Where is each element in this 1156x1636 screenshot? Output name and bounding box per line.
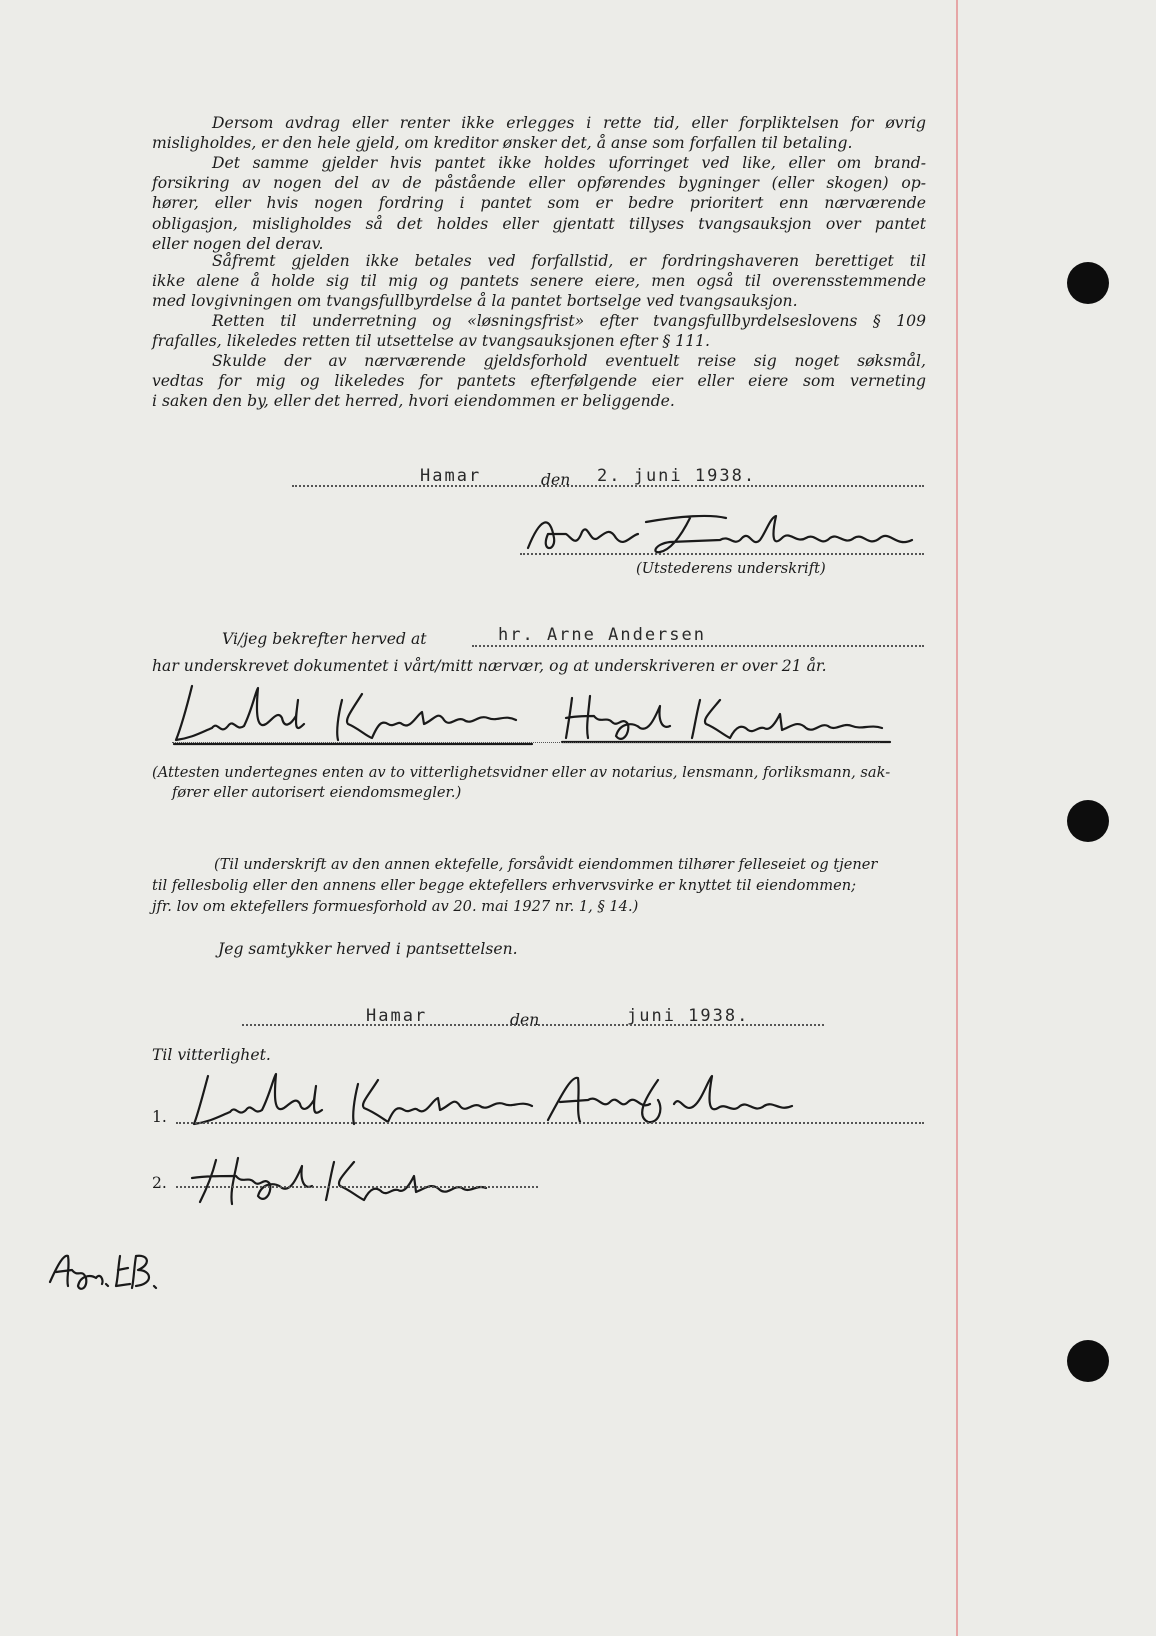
witness-line2: har underskrevet dokumentet i vårt/mitt nærvær, og at underskriveren er over 21 år. [152, 657, 827, 675]
witness-signatures-dotted-line [172, 742, 880, 743]
witness-signature-1 [172, 680, 542, 750]
attestation-note-line: fører eller autorisert eiendomsmegler.) [172, 784, 462, 801]
punch-hole [1067, 1340, 1109, 1382]
clause-line: Retten til underretning og «løsningsfrist» efter tvangsfullbyrdelseslovens § 109 [212, 312, 926, 330]
clause-line: Dersom avdrag eller renter ikke erlegges i rette tid, eller forpliktelsen for øvrig [212, 114, 926, 132]
clause-line: Skulde der av nærværende gjeldsforhold eventuelt reise sig noget søksmål, [212, 352, 926, 370]
clause-line: ikke alene å holde sig til mig og pantets senere eiere, men også til overensstemmende [152, 272, 926, 291]
clause-line: eller nogen del derav. [152, 234, 324, 253]
clause-paragraph [152, 153, 926, 254]
punch-hole [1067, 262, 1109, 304]
witness-dotted-line [472, 645, 924, 647]
spouse-note-line: (Til underskrift av den annen ektefelle, forsåvidt eiendommen tilhører felleseiet og tjener [214, 856, 878, 873]
row1-signatures [188, 1070, 808, 1130]
clause-line: forsikring av nogen del av de påstående eller opførendes bygninger (eller skogen) op- [152, 174, 926, 193]
issue-date: 2. juni 1938. [597, 466, 757, 486]
witness-name: hr. Arne Andersen [498, 625, 706, 645]
punch-hole [1067, 800, 1109, 842]
spouse-note [152, 854, 877, 917]
clause-paragraph [152, 251, 926, 312]
margin-line [956, 0, 958, 1636]
clause-line: med lovgivningen om tvangsfullbyrdelse å la pantet bortselge ved tvangsauksjon. [152, 292, 798, 311]
clause-line: Såfremt gjelden ikke betales ved forfallstid, er fordringshaveren berettiget til [212, 252, 926, 270]
spouse-note-line: jfr. lov om ektefellers formuesforhold av 20. mai 1927 nr. 1, § 14.) [152, 898, 639, 915]
row1-dotted-line [176, 1122, 924, 1124]
consent-den-label: den [510, 1011, 540, 1029]
row2-number: 2. [152, 1174, 167, 1192]
row2-dotted-line [176, 1186, 538, 1188]
row1-number: 1. [152, 1108, 167, 1126]
witness-signature-2 [560, 686, 900, 746]
issue-den-label: den [541, 471, 571, 489]
signature-caption: (Utstederens underskrift) [636, 560, 826, 577]
clause-paragraph [152, 113, 926, 153]
clause-line: hører, eller hvis nogen fordring i pantet som er bedre prioritert enn nærværende [152, 194, 926, 213]
spouse-note-line: til fellesbolig eller den annens eller begge ektefellers erhvervsvirke er knyttet til eiendommen; [152, 877, 857, 894]
clause-line: frafalles, likeledes retten til utsettelse av tvangsauksjonen efter § 111. [152, 332, 710, 351]
clause-line: misligholdes, er den hele gjeld, om kreditor ønsker det, å anse som forfallen til betaling. [152, 134, 853, 153]
clause-line: Det samme gjelder hvis pantet ikke holdes uforringet ved like, eller om brand- [212, 154, 926, 172]
clause-line: i saken den by, eller det herred, hvori eiendommen er beliggende. [152, 392, 675, 411]
attestation-note [152, 763, 890, 803]
consent-text: Jeg samtykker herved i pantsettelsen. [218, 940, 518, 958]
clause-line: obligasjon, misligholdes så det holdes eller gjentatt tillyses tvangsauksjon over pantet [152, 214, 926, 233]
consent-place: Hamar [366, 1006, 428, 1026]
clause-line: vedtas for mig og likeledes for pantets efterfølgende eier eller eiere som verneting [152, 372, 926, 391]
clause-paragraph [152, 311, 926, 351]
clause-paragraph [152, 351, 926, 412]
witness-intro: Vi/jeg bekrefter herved at [222, 630, 427, 648]
attestation-note-line: (Attesten undertegnes enten av to vitterlighetsvidner eller av notarius, lensmann, forliksmann, sak- [152, 764, 891, 781]
consent-dotted-line [242, 1024, 824, 1026]
consent-date: juni 1938. [627, 1006, 750, 1026]
issuer-signature-dotted-line [520, 553, 924, 555]
witness-title: Til vitterlighet. [152, 1046, 271, 1064]
issue-dotted-line [292, 485, 924, 487]
margin-note [44, 1248, 164, 1294]
issue-place: Hamar [420, 466, 482, 486]
row2-signature [186, 1152, 506, 1212]
